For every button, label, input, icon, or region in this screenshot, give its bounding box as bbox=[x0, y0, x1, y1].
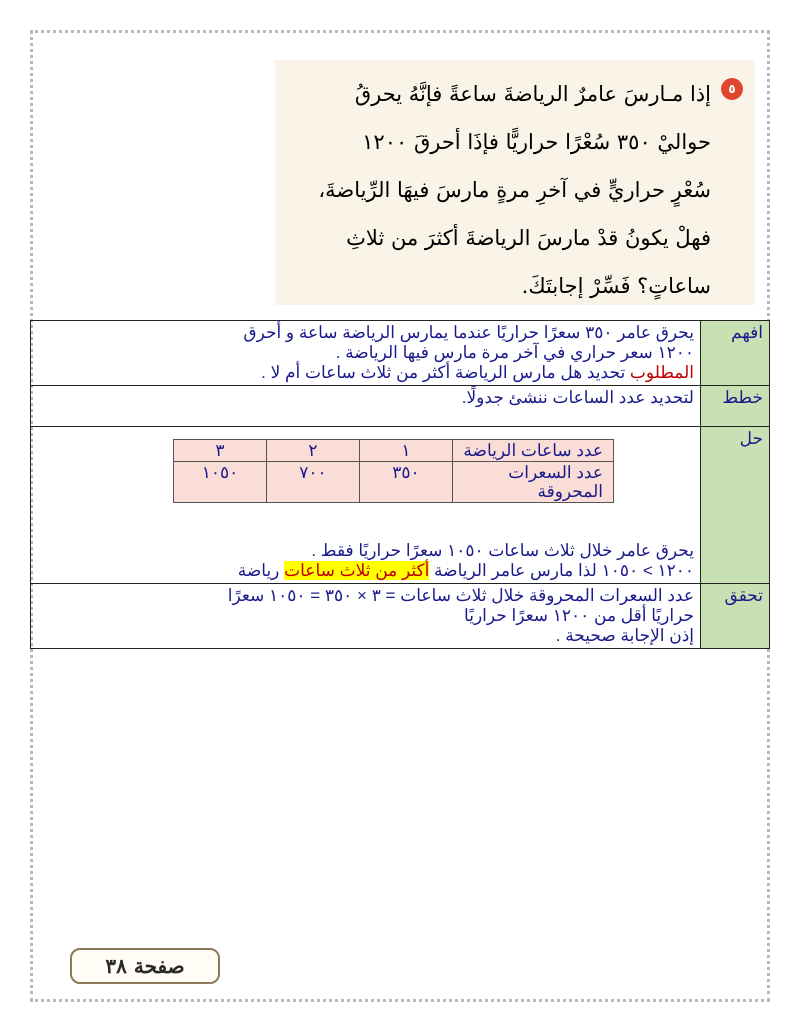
plan-text: لتحديد عدد الساعات ننشئ جدولًا. bbox=[461, 388, 694, 407]
hours-cell: ١ bbox=[360, 440, 453, 462]
step-label-solve: حل bbox=[701, 427, 770, 584]
step-body-solve bbox=[31, 427, 701, 584]
step-label-check: تحقق bbox=[701, 584, 770, 649]
understand-line: ١٢٠٠ سعر حراري في آخر مرة مارس فيها الرياضة . bbox=[335, 343, 694, 362]
calories-row-label: عدد السعرات المحروقة bbox=[453, 462, 614, 503]
solve-conclusion-start: ١٢٠٠ > ١٠٥٠ لذا مارس عامر الرياضة bbox=[429, 561, 694, 580]
understand-line: يحرق عامر ٣٥٠ سعرًا حراريًا عندما يمارس الرياضة ساعة و أحرق bbox=[243, 323, 694, 342]
problem-text bbox=[281, 70, 711, 310]
hours-cell: ٣ bbox=[174, 440, 267, 462]
problem-line: ساعاتٍ؟ فَسِّرْ إجابتَكَ. bbox=[521, 274, 711, 298]
problem-line: فهلْ يكونُ قدْ مارسَ الرياضةَ أكثرَ من ثلاثِ bbox=[346, 226, 711, 250]
check-line: عدد السعرات المحروقة خلال ثلاث ساعات = ٣ × ٣٥٠ = ١٠٥٠ سعرًا bbox=[227, 586, 694, 605]
solve-conclusion-end: رياضة bbox=[237, 561, 285, 580]
hours-row bbox=[174, 440, 614, 462]
step-body-plan bbox=[31, 386, 701, 427]
problem-line: إذا مـارسَ عامرٌ الرياضةَ ساعةً فإنَّهُ يحرقُ bbox=[354, 82, 711, 106]
hours-cell: ٢ bbox=[267, 440, 360, 462]
step-row-check bbox=[31, 584, 770, 649]
understand-required bbox=[37, 363, 694, 383]
required-label: المطلوب bbox=[629, 363, 694, 382]
calories-cell: ٧٠٠ bbox=[267, 462, 360, 503]
problem-number-badge: ٥ bbox=[721, 78, 743, 100]
hours-table bbox=[173, 439, 614, 503]
calories-row bbox=[174, 462, 614, 503]
solution-table bbox=[30, 320, 770, 649]
step-label-understand: افهم bbox=[701, 321, 770, 386]
solve-line: يحرق عامر خلال ثلاث ساعات ١٠٥٠ سعرًا حراريًا فقط . bbox=[311, 541, 694, 560]
step-body-check bbox=[31, 584, 701, 649]
hours-row-label: عدد ساعات الرياضة bbox=[453, 440, 614, 462]
calories-cell: ٣٥٠ bbox=[360, 462, 453, 503]
step-row-understand bbox=[31, 321, 770, 386]
step-label-plan: خطط bbox=[701, 386, 770, 427]
solve-highlight: أكثر من ثلاث ساعات bbox=[284, 561, 430, 580]
step-body-understand bbox=[31, 321, 701, 386]
solve-conclusion bbox=[37, 561, 694, 581]
check-line: إذن الإجابة صحيحة . bbox=[555, 626, 694, 645]
calories-cell: ١٠٥٠ bbox=[174, 462, 267, 503]
step-row-plan bbox=[31, 386, 770, 427]
step-row-solve bbox=[31, 427, 770, 584]
problem-line: حواليْ ٣٥٠ سُعْرًا حراريًّا فإذَا أحرقَ ١٢٠٠ bbox=[362, 130, 711, 154]
required-text: تحديد هل مارس الرياضة أكثر من ثلاث ساعات أم لا . bbox=[261, 363, 630, 382]
problem-box bbox=[275, 60, 755, 305]
problem-line: سُعْرٍ حراريٍّ في آخرِ مرةٍ مارسَ فيهَا الرِّياضةَ، bbox=[318, 178, 711, 202]
page-number-badge: صفحة ٣٨ bbox=[70, 948, 220, 984]
check-line: حراريًا أقل من ١٢٠٠ سعرًا حراريًا bbox=[464, 606, 694, 625]
